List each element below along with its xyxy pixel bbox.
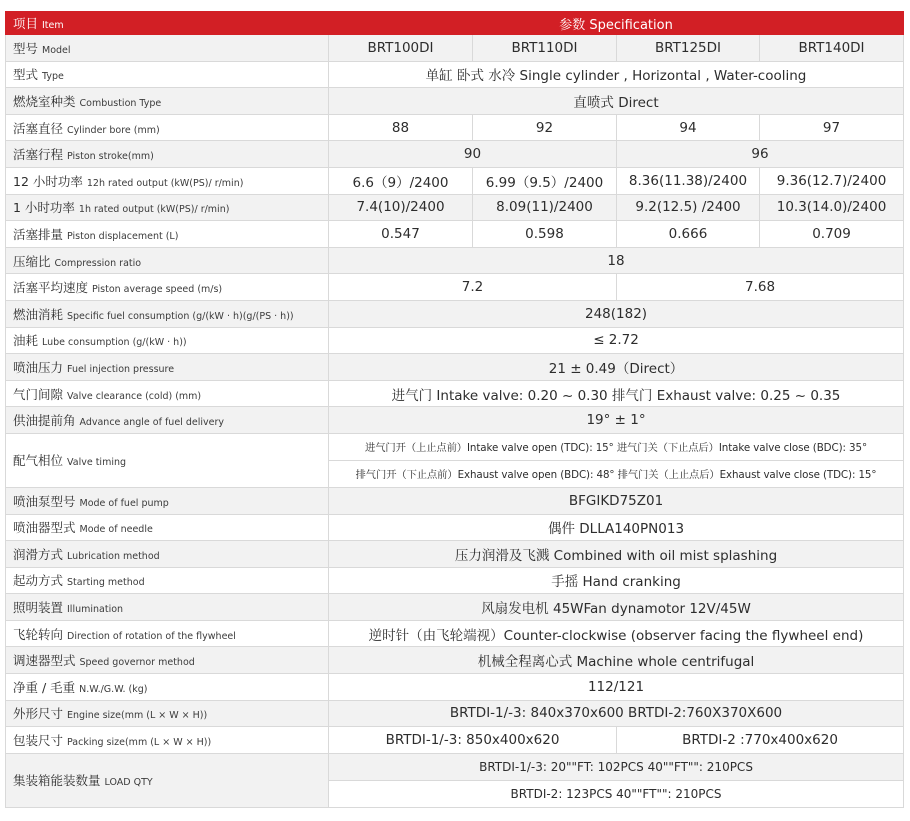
row-label bbox=[6, 141, 329, 168]
value-cell: BRTDI-2 :770x400x620 bbox=[617, 727, 904, 754]
label-cn: 配气相位 bbox=[13, 453, 64, 469]
label-en: Illumination bbox=[67, 604, 124, 616]
label-en: Lube consumption (g/(kW · h)) bbox=[42, 337, 187, 349]
row-label bbox=[6, 433, 329, 487]
model-brt125di: BRT125DI bbox=[617, 35, 760, 62]
value-cell: 进气门开（上止点前）Intake valve open (TDC): 15° 进气门关（下止点后）Intake valve close (BDC): 35° bbox=[329, 433, 904, 460]
label-cn: 供油提前角 bbox=[13, 413, 76, 429]
row-avg-speed bbox=[6, 274, 904, 301]
label-cn: 活塞行程 bbox=[13, 147, 64, 163]
model-brt100di: BRT100DI bbox=[329, 35, 473, 62]
row-type bbox=[6, 61, 904, 88]
row-valve-timing-1 bbox=[6, 433, 904, 460]
label-en: Type bbox=[42, 71, 64, 83]
label-cn: 集装箱能装数量 bbox=[13, 773, 101, 789]
label-en: Piston displacement (L) bbox=[67, 230, 179, 242]
row-label bbox=[6, 354, 329, 381]
row-label bbox=[6, 88, 329, 115]
label-en: Mode of fuel pump bbox=[79, 497, 169, 509]
value-cell: 97 bbox=[760, 114, 904, 141]
row-label bbox=[6, 541, 329, 568]
value-cell: 逆时针（由飞轮端视）Counter-clockwise (observer facing the flywheel end) bbox=[329, 620, 904, 647]
value-cell: 排气门开（下止点前）Exhaust valve open (BDC): 48° 排气门关（上止点后）Exhaust valve close (TDC): 15° bbox=[329, 460, 904, 487]
value-cell: BRTDI-1/-3: 20""FT: 102PCS 40""FT"": 210PCS bbox=[329, 753, 904, 780]
label-cn: 燃烧室种类 bbox=[13, 93, 76, 109]
label-en: Speed governor method bbox=[79, 657, 195, 669]
value-cell: 0.666 bbox=[617, 221, 760, 248]
row-label bbox=[6, 194, 329, 221]
row-label bbox=[6, 567, 329, 594]
header-item-en: Item bbox=[42, 20, 64, 31]
header-item-cell bbox=[6, 12, 329, 35]
row-label bbox=[6, 114, 329, 141]
label-cn: 包装尺寸 bbox=[13, 733, 64, 749]
label-en: Mode of needle bbox=[79, 524, 153, 536]
label-cn: 油耗 bbox=[13, 333, 39, 349]
label-en: Starting method bbox=[67, 577, 145, 589]
row-label bbox=[6, 487, 329, 514]
value-cell: BRTDI-1/-3: 840x370x600 BRTDI-2:760X370X600 bbox=[329, 700, 904, 727]
label-cn: 净重 / 毛重 bbox=[13, 679, 76, 695]
row-label bbox=[6, 407, 329, 434]
row-label bbox=[6, 167, 329, 194]
row-valve-clearance bbox=[6, 380, 904, 407]
value-cell: 0.598 bbox=[473, 221, 617, 248]
label-en: Combustion Type bbox=[79, 97, 162, 109]
row-engine-size bbox=[6, 700, 904, 727]
label-en: Valve timing bbox=[67, 457, 127, 469]
label-cn: 燃油消耗 bbox=[13, 306, 64, 322]
value-cell: BRTDI-2: 123PCS 40""FT"": 210PCS bbox=[329, 780, 904, 807]
label-cn: 喷油器型式 bbox=[13, 520, 76, 536]
row-label bbox=[6, 274, 329, 301]
row-needle bbox=[6, 514, 904, 541]
label-en: Direction of rotation of the flywheel bbox=[67, 630, 236, 642]
row-injection-pressure bbox=[6, 354, 904, 381]
label-cn: 气门间隙 bbox=[13, 386, 64, 402]
label-en: Model bbox=[42, 44, 71, 56]
value-cell: 19° ± 1° bbox=[329, 407, 904, 434]
row-packing-size bbox=[6, 727, 904, 754]
row-label bbox=[6, 647, 329, 674]
label-cn: 喷油压力 bbox=[13, 359, 64, 375]
label-en: Compression ratio bbox=[54, 257, 142, 269]
row-load-qty-1 bbox=[6, 753, 904, 780]
spec-table bbox=[5, 11, 904, 808]
value-cell: 96 bbox=[617, 141, 904, 168]
row-output-12h bbox=[6, 167, 904, 194]
label-cn: 活塞直径 bbox=[13, 120, 64, 136]
value-cell: BFGIKD75Z01 bbox=[329, 487, 904, 514]
value-cell: 10.3(14.0)/2400 bbox=[760, 194, 904, 221]
model-brt110di: BRT110DI bbox=[473, 35, 617, 62]
value-cell: 7.68 bbox=[617, 274, 904, 301]
row-combustion bbox=[6, 88, 904, 115]
value-cell: 7.4(10)/2400 bbox=[329, 194, 473, 221]
row-output-1h bbox=[6, 194, 904, 221]
label-cn: 型号 bbox=[13, 40, 39, 56]
label-cn: 活塞排量 bbox=[13, 226, 64, 242]
label-en: Engine size(mm (L × W × H)) bbox=[67, 710, 208, 722]
row-label bbox=[6, 300, 329, 327]
header-item-cn: 项目 bbox=[13, 16, 39, 31]
row-label bbox=[6, 727, 329, 754]
row-lubrication bbox=[6, 541, 904, 568]
header-spec-cell: 参数 Specification bbox=[329, 12, 904, 35]
value-cell: 18 bbox=[329, 247, 904, 274]
label-cn: 喷油泵型号 bbox=[13, 493, 76, 509]
value-cell: 88 bbox=[329, 114, 473, 141]
row-label bbox=[6, 61, 329, 88]
row-governor bbox=[6, 647, 904, 674]
row-weight bbox=[6, 674, 904, 701]
label-en: Cylinder bore (mm) bbox=[67, 124, 160, 136]
label-cn: 调速器型式 bbox=[13, 653, 76, 669]
row-stroke bbox=[6, 141, 904, 168]
value-cell: 0.547 bbox=[329, 221, 473, 248]
label-cn: 外形尺寸 bbox=[13, 706, 64, 722]
value-cell: 手摇 Hand cranking bbox=[329, 567, 904, 594]
row-lube bbox=[6, 327, 904, 354]
row-rotation bbox=[6, 620, 904, 647]
label-en: Packing size(mm (L × W × H)) bbox=[67, 737, 212, 749]
value-cell: 机械全程离心式 Machine whole centrifugal bbox=[329, 647, 904, 674]
row-label bbox=[6, 594, 329, 621]
label-en: Lubrication method bbox=[67, 550, 160, 562]
value-cell: 112/121 bbox=[329, 674, 904, 701]
label-en: LOAD QTY bbox=[104, 777, 153, 789]
row-displacement bbox=[6, 221, 904, 248]
value-cell: 偶件 DLLA140PN013 bbox=[329, 514, 904, 541]
row-label bbox=[6, 247, 329, 274]
label-en: Specific fuel consumption (g/(kW · h)(g/(PS · h)) bbox=[67, 310, 294, 322]
row-label bbox=[6, 35, 329, 62]
value-cell: 风扇发电机 45WFan dynamotor 12V/45W bbox=[329, 594, 904, 621]
table-header-row bbox=[6, 12, 904, 35]
label-cn: 12 小时功率 bbox=[13, 173, 83, 189]
row-advance-angle bbox=[6, 407, 904, 434]
value-cell: 8.09(11)/2400 bbox=[473, 194, 617, 221]
value-cell: 9.2(12.5) /2400 bbox=[617, 194, 760, 221]
label-en: Piston average speed (m/s) bbox=[92, 284, 223, 296]
label-cn: 润滑方式 bbox=[13, 546, 64, 562]
value-cell: 进气门 Intake valve: 0.20 ~ 0.30 排气门 Exhaust valve: 0.25 ~ 0.35 bbox=[329, 380, 904, 407]
value-cell: 21 ± 0.49（Direct） bbox=[329, 354, 904, 381]
label-cn: 照明装置 bbox=[13, 600, 64, 616]
value-cell: 压力润滑及飞溅 Combined with oil mist splashing bbox=[329, 541, 904, 568]
row-starting bbox=[6, 567, 904, 594]
label-cn: 1 小时功率 bbox=[13, 200, 75, 216]
value-cell: 248(182) bbox=[329, 300, 904, 327]
row-label bbox=[6, 514, 329, 541]
label-cn: 型式 bbox=[13, 67, 39, 83]
row-label bbox=[6, 674, 329, 701]
label-en: Fuel injection pressure bbox=[67, 363, 175, 375]
value-cell: 6.6（9）/2400 bbox=[329, 167, 473, 194]
value-cell: 单缸 卧式 水冷 Single cylinder , Horizontal , Water-cooling bbox=[329, 61, 904, 88]
label-en: Piston stroke(mm) bbox=[67, 151, 154, 163]
value-cell: 直喷式 Direct bbox=[329, 88, 904, 115]
value-cell: 94 bbox=[617, 114, 760, 141]
spec-table-wrapper bbox=[5, 11, 903, 808]
row-label bbox=[6, 620, 329, 647]
value-cell: 90 bbox=[329, 141, 617, 168]
label-cn: 活塞平均速度 bbox=[13, 280, 89, 296]
label-en: Valve clearance (cold) (mm) bbox=[67, 390, 202, 402]
value-cell: 7.2 bbox=[329, 274, 617, 301]
row-compression bbox=[6, 247, 904, 274]
value-cell: BRTDI-1/-3: 850x400x620 bbox=[329, 727, 617, 754]
row-illumination bbox=[6, 594, 904, 621]
label-cn: 飞轮转向 bbox=[13, 626, 64, 642]
label-cn: 起动方式 bbox=[13, 573, 64, 589]
label-en: N.W./G.W. (kg) bbox=[79, 683, 148, 695]
row-fuel-pump bbox=[6, 487, 904, 514]
value-cell: 9.36(12.7)/2400 bbox=[760, 167, 904, 194]
label-en: 12h rated output (kW(PS)/ r/min) bbox=[86, 177, 244, 189]
label-en: 1h rated output (kW(PS)/ r/min) bbox=[78, 204, 230, 216]
row-bore bbox=[6, 114, 904, 141]
value-cell: 92 bbox=[473, 114, 617, 141]
value-cell: 6.99（9.5）/2400 bbox=[473, 167, 617, 194]
value-cell: 0.709 bbox=[760, 221, 904, 248]
row-model bbox=[6, 35, 904, 62]
row-label bbox=[6, 700, 329, 727]
row-label bbox=[6, 327, 329, 354]
model-brt140di: BRT140DI bbox=[760, 35, 904, 62]
row-label bbox=[6, 221, 329, 248]
row-label bbox=[6, 380, 329, 407]
row-fuel-consumption bbox=[6, 300, 904, 327]
row-label bbox=[6, 753, 329, 807]
label-en: Advance angle of fuel delivery bbox=[79, 417, 224, 429]
label-cn: 压缩比 bbox=[13, 253, 51, 269]
value-cell: ≤ 2.72 bbox=[329, 327, 904, 354]
value-cell: 8.36(11.38)/2400 bbox=[617, 167, 760, 194]
